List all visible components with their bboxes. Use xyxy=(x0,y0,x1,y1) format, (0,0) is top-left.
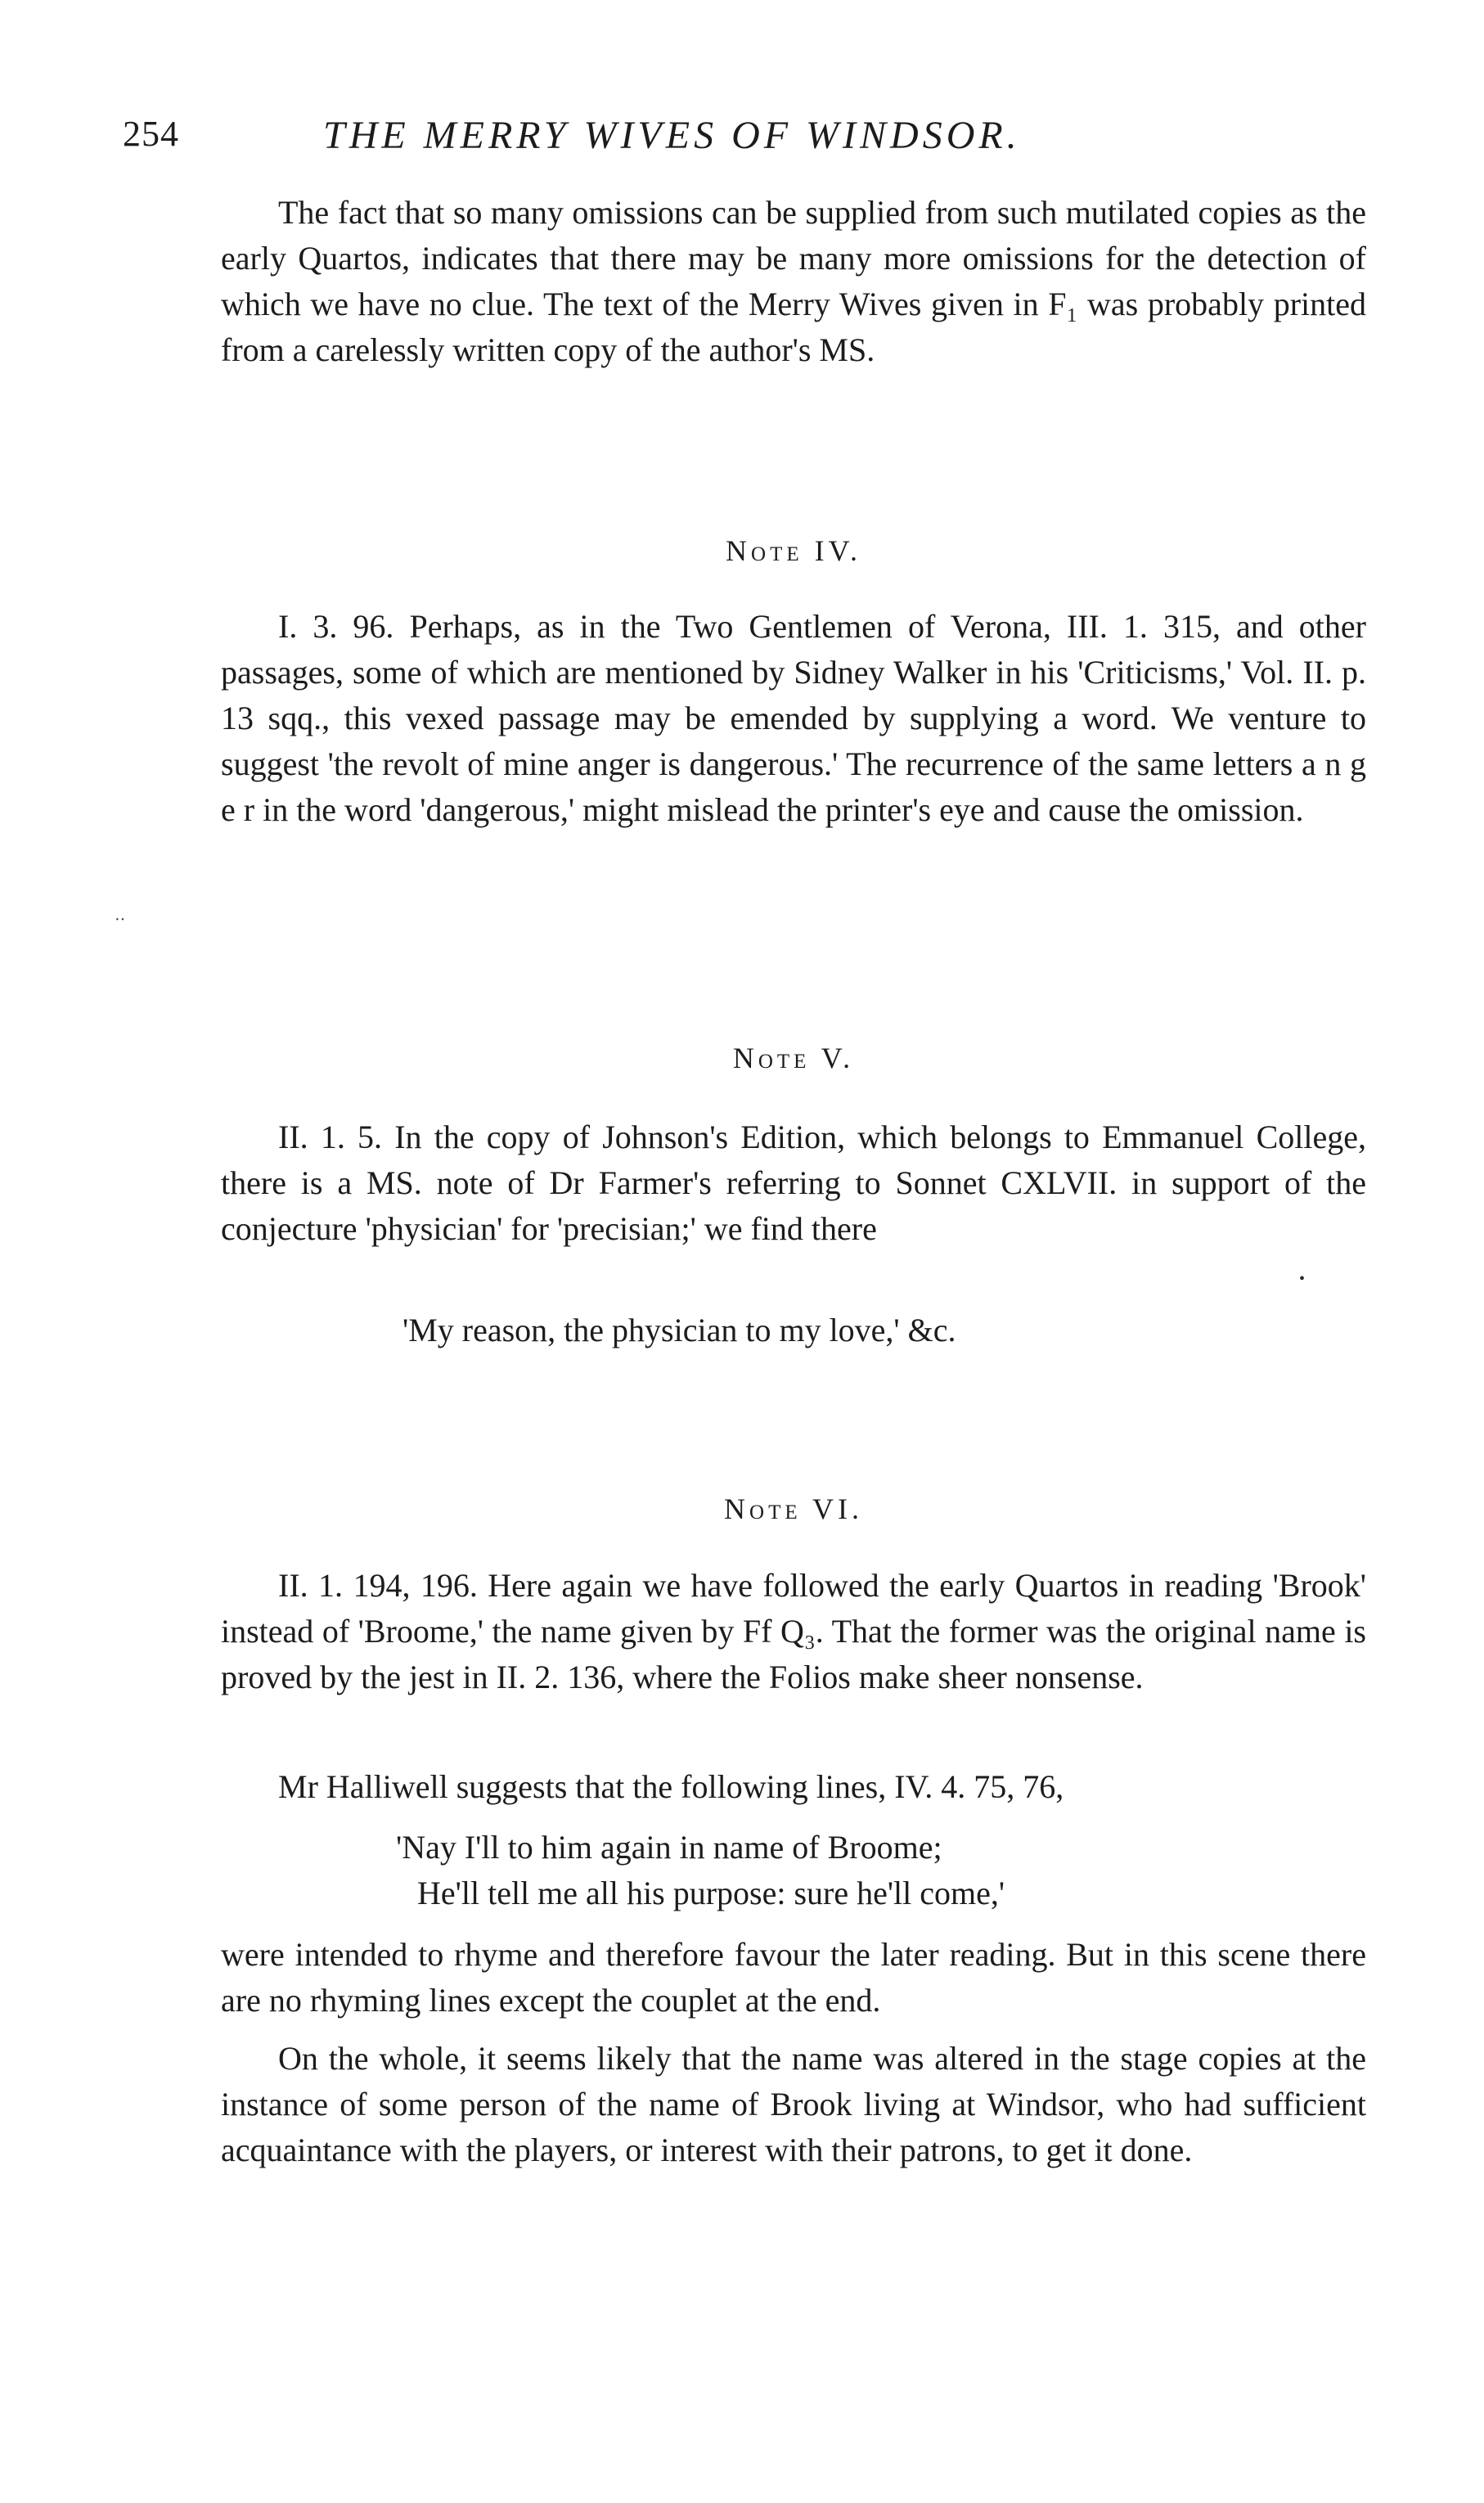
note-vi-after-quote-paragraph: were intended to rhyme and therefore favour the later reading. But in this scene there are no rhyming lines except the couplet at the end. xyxy=(221,1936,1366,2019)
intro-paragraph: The fact that so many omissions can be supplied from such mutilated copies as the early Quartos, indicates that there may be many more omissions for the detection of which we have no clue. The text of the Merry Wives given in F₁ was probably printed from a carelessly written copy of the author's MS. xyxy=(221,194,1366,368)
note-v-quote: 'My reason, the physician to my love,' &c. xyxy=(402,1312,956,1348)
note-vi-quote-line-2: He'll tell me all his purpose: sure he'll come,' xyxy=(417,1875,1005,1911)
note-vi-after-quote xyxy=(221,1932,1366,2024)
note-iv-heading: Note IV. xyxy=(726,534,861,567)
note-iv-paragraph: I. 3. 96. Perhaps, as in the Two Gentlemen of Verona, III. 1. 315, and other passages, some of which are mentioned by Sidney Walker in his 'Criticisms,' Vol. II. p. 13 sqq., this vexed passage may be emended by supplying a word. We venture to suggest 'the revolt of mine anger is dangerous.' The recurrence of the same letters a n g e r in the word 'dangerous,' might mislead the printer's eye and cause the omission. xyxy=(221,608,1366,828)
note-vi-closing-paragraph: On the whole, it seems likely that the name was altered in the stage copies at the instance of some person of the name of Brook living at Windsor, who had sufficient acquaintance with the players, or interest with their patrons, to get it done. xyxy=(221,2040,1366,2168)
page-number: 254 xyxy=(123,114,179,154)
note-vi-paragraph-1: II. 1. 194, 196. Here again we have followed the early Quartos in reading 'Brook' instead of 'Broome,' the name given by Ff Q₃. That the former was the original name is proved by the jest in II. 2. 136, where the Folios make sheer nonsense. xyxy=(221,1567,1366,1695)
note-v-paragraph: II. 1. 5. In the copy of Johnson's Edition, which belongs to Emmanuel College, there is a MS. note of Dr Farmer's referring to Sonnet CXLVII. in support of the conjecture 'physician' for 'precisian;' we find there xyxy=(221,1119,1366,1247)
note-vi-closing xyxy=(221,2036,1366,2173)
stray-dot-mark: • xyxy=(1299,1270,1306,1288)
intro-section xyxy=(221,190,1366,373)
note-vi-quote-line-1: 'Nay I'll to him again in name of Broome; xyxy=(396,1829,942,1866)
running-title: THE MERRY WIVES OF WINDSOR. xyxy=(323,114,1021,157)
note-vi-intro-line xyxy=(221,1764,1366,1810)
running-header xyxy=(123,113,1350,178)
note-iv-section xyxy=(221,604,1366,833)
margin-mark: ·· xyxy=(115,911,126,929)
note-vi-paragraph-2: Mr Halliwell suggests that the following lines, IV. 4. 75, 76, xyxy=(278,1768,1064,1805)
note-v-heading: Note V. xyxy=(732,1042,855,1074)
note-vi-heading: Note VI. xyxy=(724,1492,863,1525)
note-vi-section xyxy=(221,1563,1366,1700)
note-v-section xyxy=(221,1114,1366,1252)
